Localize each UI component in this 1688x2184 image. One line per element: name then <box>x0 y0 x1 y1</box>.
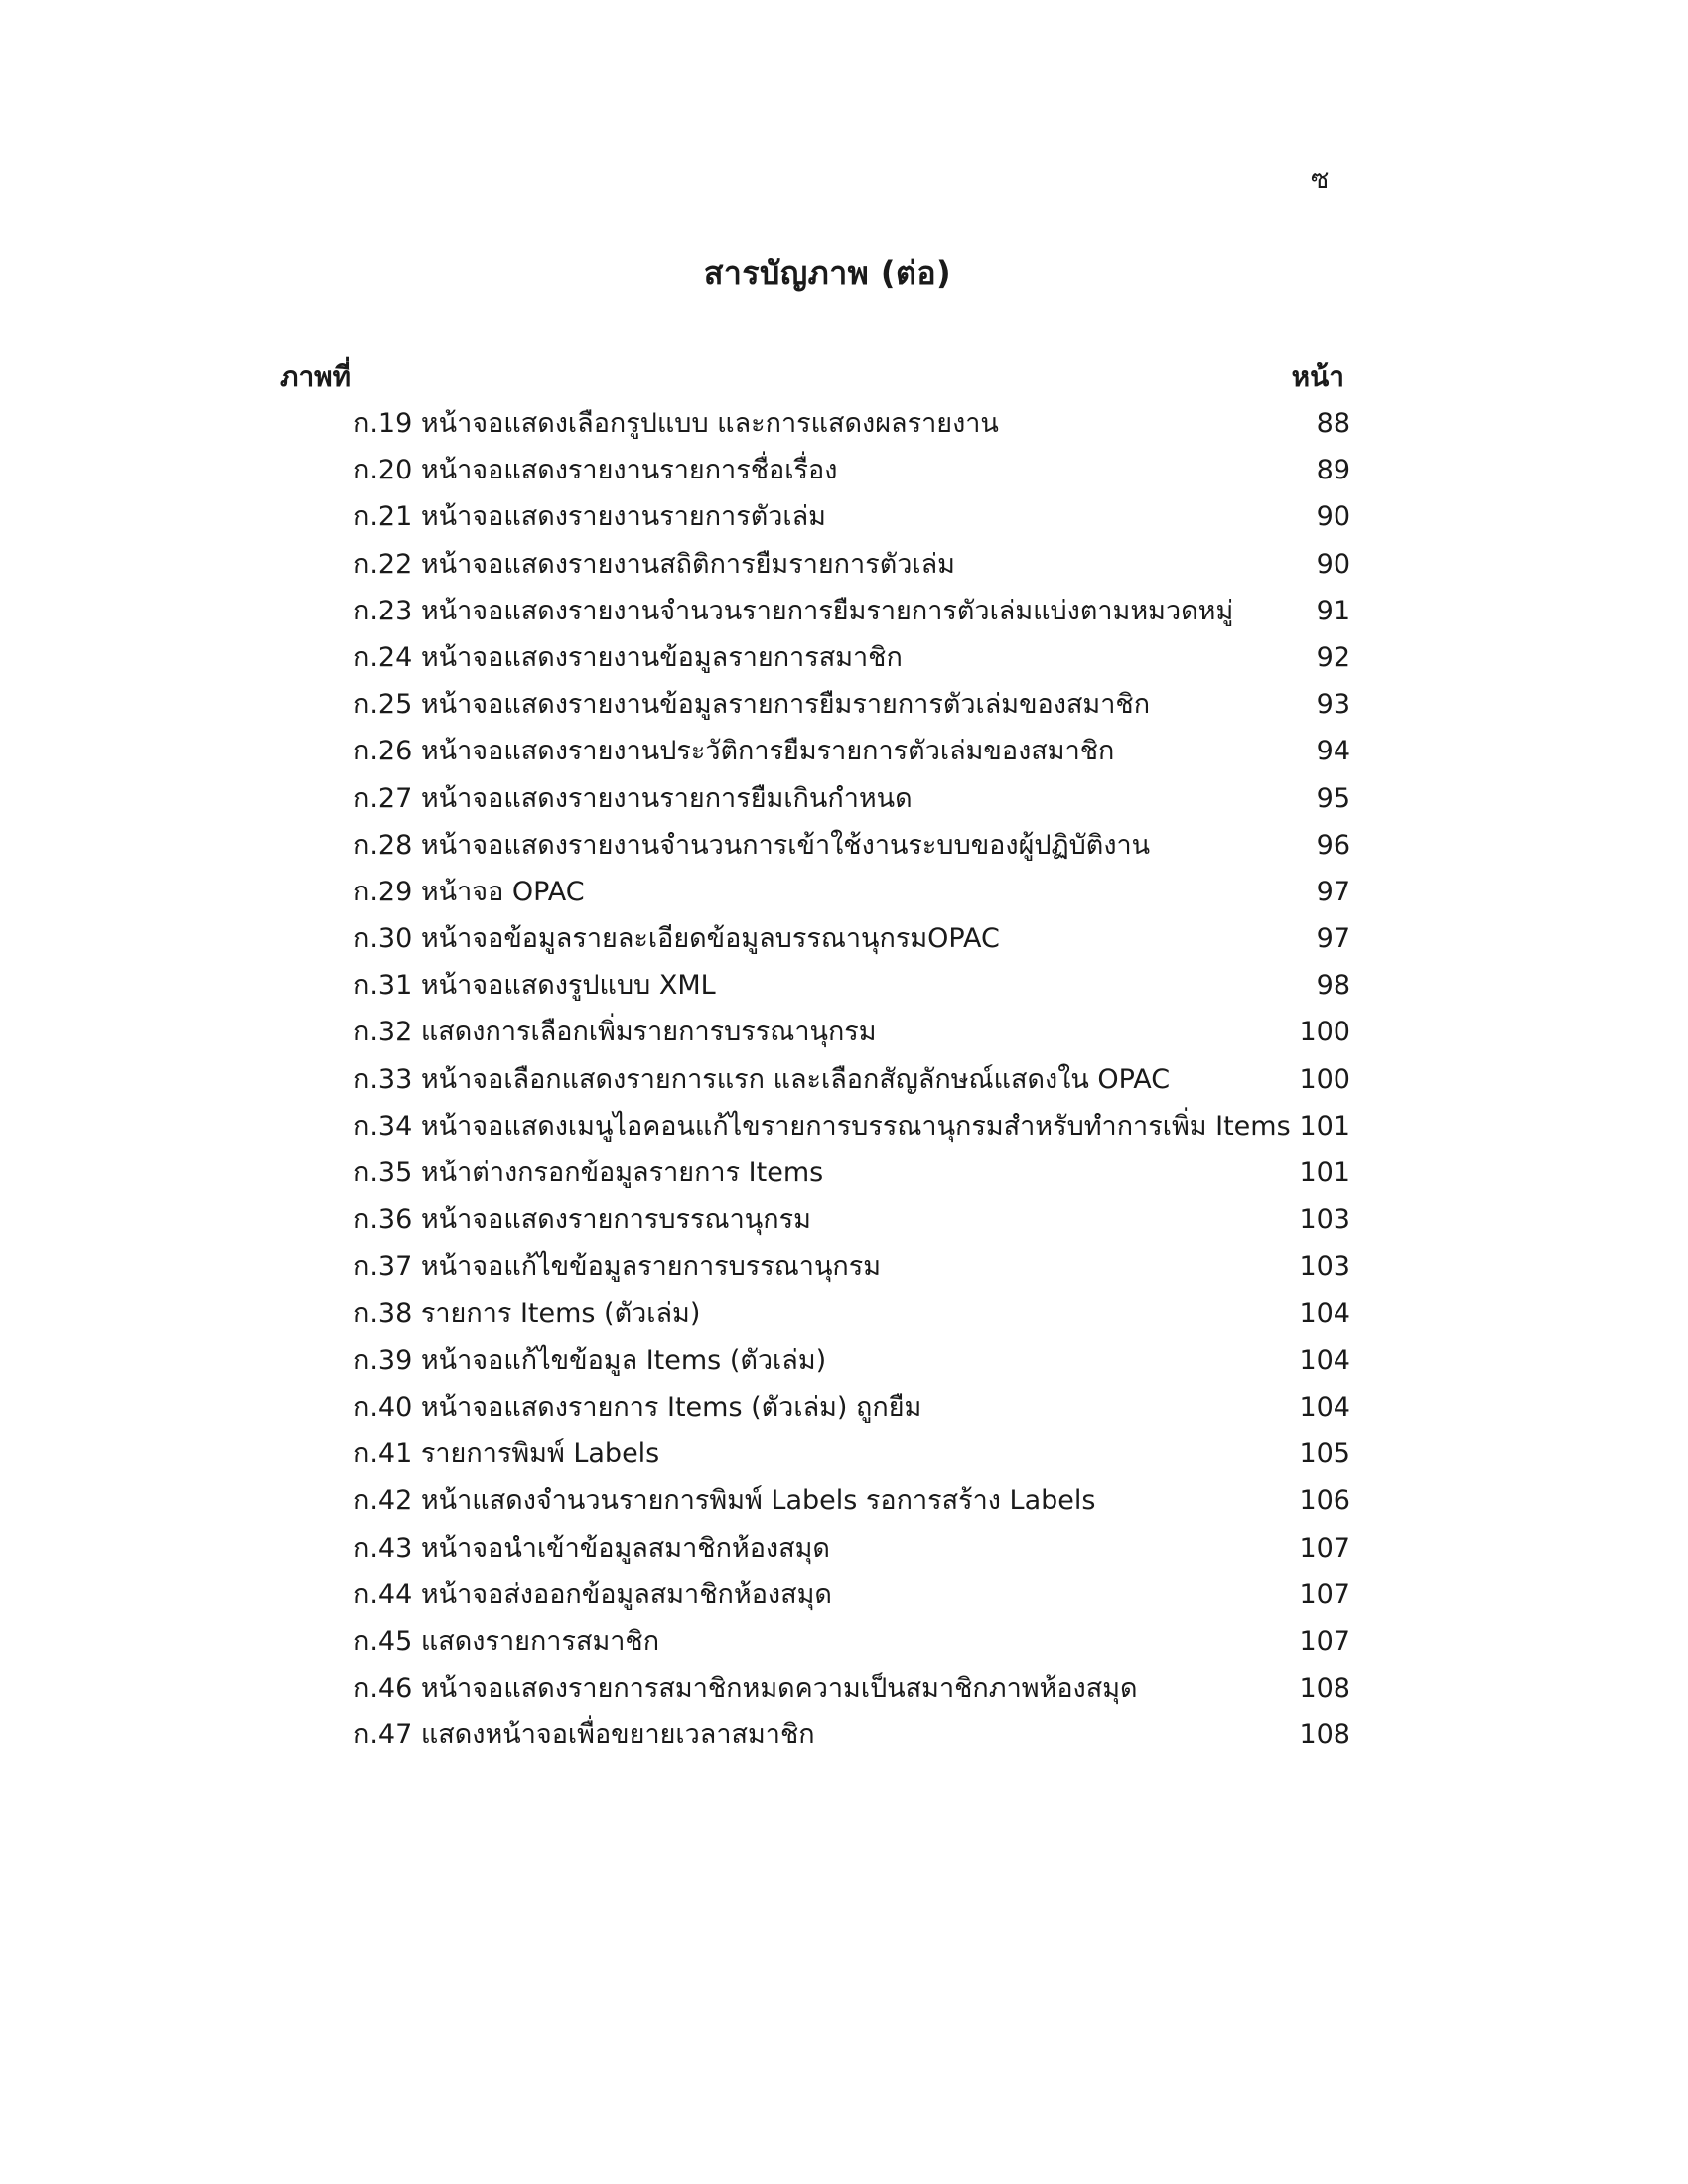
list-item <box>353 1711 1350 1758</box>
figure-title: ก.38 รายการ Items (ตัวเล่ม) <box>353 1297 701 1329</box>
figure-page-number: 108 <box>1299 1719 1350 1751</box>
figure-page-number: 106 <box>1299 1485 1350 1517</box>
figure-page-number: 100 <box>1299 1017 1350 1048</box>
figure-title: ก.29 หน้าจอ OPAC <box>353 876 585 907</box>
list-item <box>353 962 1350 1009</box>
figure-column-header: ภาพที่ <box>280 360 352 393</box>
figure-page-number: 101 <box>1299 1158 1350 1188</box>
figure-page-number: 108 <box>1299 1673 1350 1705</box>
figure-title: ก.34 หน้าจอแสดงเมนูไอคอนแก้ไขรายการบรรณานุกรมสำหรับทำการเพิ่ม Items <box>353 1110 1291 1142</box>
figure-page-number: 98 <box>1316 970 1350 1002</box>
figure-page-number: 100 <box>1299 1063 1350 1095</box>
figure-title: ก.30 หน้าจอข้อมูลรายละเอียดข้อมูลบรรณานุกรมOPAC <box>353 923 1000 955</box>
list-item <box>353 1665 1350 1711</box>
figure-title: ก.36 หน้าจอแสดงรายการบรรณานุกรม <box>353 1204 811 1236</box>
figure-page-number: 90 <box>1316 548 1350 580</box>
figure-page-number: 88 <box>1316 408 1350 439</box>
list-item <box>353 1477 1350 1524</box>
column-header-row <box>280 355 1344 395</box>
figure-page-number: 103 <box>1299 1251 1350 1283</box>
figure-title: ก.40 หน้าจอแสดงรายการ Items (ตัวเล่ม) ถูกยืม <box>353 1391 922 1423</box>
list-item <box>353 1291 1350 1337</box>
list-item <box>353 400 1350 447</box>
figure-title: ก.45 แสดงรายการสมาชิก <box>353 1625 660 1657</box>
figure-title: ก.22 หน้าจอแสดงรายงานสถิติการยืมรายการตัวเล่ม <box>353 548 955 580</box>
list-item <box>353 1431 1350 1477</box>
figure-page-number: 107 <box>1299 1532 1350 1564</box>
figure-title: ก.43 หน้าจอนำเข้าข้อมูลสมาชิกห้องสมุด <box>353 1532 830 1564</box>
figure-page-number: 92 <box>1316 641 1350 673</box>
list-item <box>353 1525 1350 1571</box>
list-item <box>353 1103 1350 1150</box>
figure-title: ก.47 แสดงหน้าจอเพื่อขยายเวลาสมาชิก <box>353 1719 815 1751</box>
figure-page-number: 104 <box>1299 1297 1350 1329</box>
list-item <box>353 1196 1350 1243</box>
list-item <box>353 1243 1350 1290</box>
list-item <box>353 869 1350 915</box>
figure-title: ก.35 หน้าต่างกรอกข้อมูลรายการ Items <box>353 1158 824 1188</box>
figure-title: ก.32 แสดงการเลือกเพิ่มรายการบรรณานุกรม <box>353 1017 877 1048</box>
figure-page-number: 91 <box>1316 595 1350 626</box>
figure-page-number: 97 <box>1316 876 1350 907</box>
figure-title: ก.46 หน้าจอแสดงรายการสมาชิกหมดความเป็นสมาชิกภาพห้องสมุด <box>353 1673 1138 1705</box>
figure-page-number: 89 <box>1316 455 1350 486</box>
list-item <box>353 822 1350 869</box>
figure-title: ก.25 หน้าจอแสดงรายงานข้อมูลรายการยืมรายการตัวเล่มของสมาชิก <box>353 689 1151 721</box>
figure-page-number: 94 <box>1316 736 1350 767</box>
list-item <box>353 728 1350 774</box>
figure-page-number: 107 <box>1299 1625 1350 1657</box>
figure-title: ก.31 หน้าจอแสดงรูปแบบ XML <box>353 970 716 1002</box>
figure-title: ก.42 หน้าแสดงจำนวนรายการพิมพ์ Labels รอการสร้าง Labels <box>353 1485 1096 1517</box>
page-column-header: หน้า <box>1291 360 1344 393</box>
figure-title: ก.26 หน้าจอแสดงรายงานประวัติการยืมรายการตัวเล่มของสมาชิก <box>353 736 1115 767</box>
figure-title: ก.24 หน้าจอแสดงรายงานข้อมูลรายการสมาชิก <box>353 641 903 673</box>
list-item <box>353 1571 1350 1618</box>
figure-title: ก.41 รายการพิมพ์ Labels <box>353 1438 660 1470</box>
figure-title: ก.28 หน้าจอแสดงรายงานจำนวนการเข้าใช้งานระบบของผู้ปฏิบัติงาน <box>353 829 1151 861</box>
list-item <box>353 1384 1350 1431</box>
figure-title: ก.44 หน้าจอส่งออกข้อมูลสมาชิกห้องสมุด <box>353 1578 832 1610</box>
list-item <box>353 681 1350 728</box>
page-title: สารบัญภาพ (ต่อ) <box>703 254 952 292</box>
figure-page-number: 95 <box>1316 782 1350 814</box>
figure-list <box>353 400 1350 1758</box>
figure-page-number: 107 <box>1299 1578 1350 1610</box>
figure-page-number: 104 <box>1299 1344 1350 1376</box>
figure-title: ก.19 หน้าจอแสดงเลือกรูปแบบ และการแสดงผลรายงาน <box>353 408 999 439</box>
figure-title: ก.21 หน้าจอแสดงรายงานรายการตัวเล่ม <box>353 501 826 533</box>
figure-page-number: 93 <box>1316 689 1350 721</box>
list-item <box>353 541 1350 588</box>
page-number: ซ <box>1311 164 1330 195</box>
figure-page-number: 96 <box>1316 829 1350 861</box>
figure-title: ก.37 หน้าจอแก้ไขข้อมูลรายการบรรณานุกรม <box>353 1251 882 1283</box>
figure-title: ก.33 หน้าจอเลือกแสดงรายการแรก และเลือกสัญลักษณ์แสดงใน OPAC <box>353 1063 1171 1095</box>
figure-page-number: 90 <box>1316 501 1350 533</box>
list-item <box>353 493 1350 540</box>
list-item <box>353 447 1350 493</box>
list-item <box>353 915 1350 962</box>
list-item <box>353 1009 1350 1055</box>
figure-page-number: 97 <box>1316 923 1350 955</box>
list-item <box>353 1150 1350 1196</box>
figure-title: ก.39 หน้าจอแก้ไขข้อมูล Items (ตัวเล่ม) <box>353 1344 827 1376</box>
list-item <box>353 1618 1350 1665</box>
figure-page-number: 105 <box>1299 1438 1350 1470</box>
list-item <box>353 588 1350 634</box>
list-item <box>353 1056 1350 1103</box>
figure-page-number: 101 <box>1299 1110 1350 1142</box>
figure-page-number: 104 <box>1299 1391 1350 1423</box>
list-item <box>353 1337 1350 1384</box>
figure-title: ก.20 หน้าจอแสดงรายงานรายการชื่อเรื่อง <box>353 455 838 486</box>
figure-title: ก.27 หน้าจอแสดงรายงานรายการยืมเกินกำหนด <box>353 782 913 814</box>
figure-page-number: 103 <box>1299 1204 1350 1236</box>
list-item <box>353 775 1350 822</box>
figure-title: ก.23 หน้าจอแสดงรายงานจำนวนรายการยืมรายการตัวเล่มแบ่งตามหมวดหมู่ <box>353 595 1234 626</box>
list-item <box>353 634 1350 681</box>
